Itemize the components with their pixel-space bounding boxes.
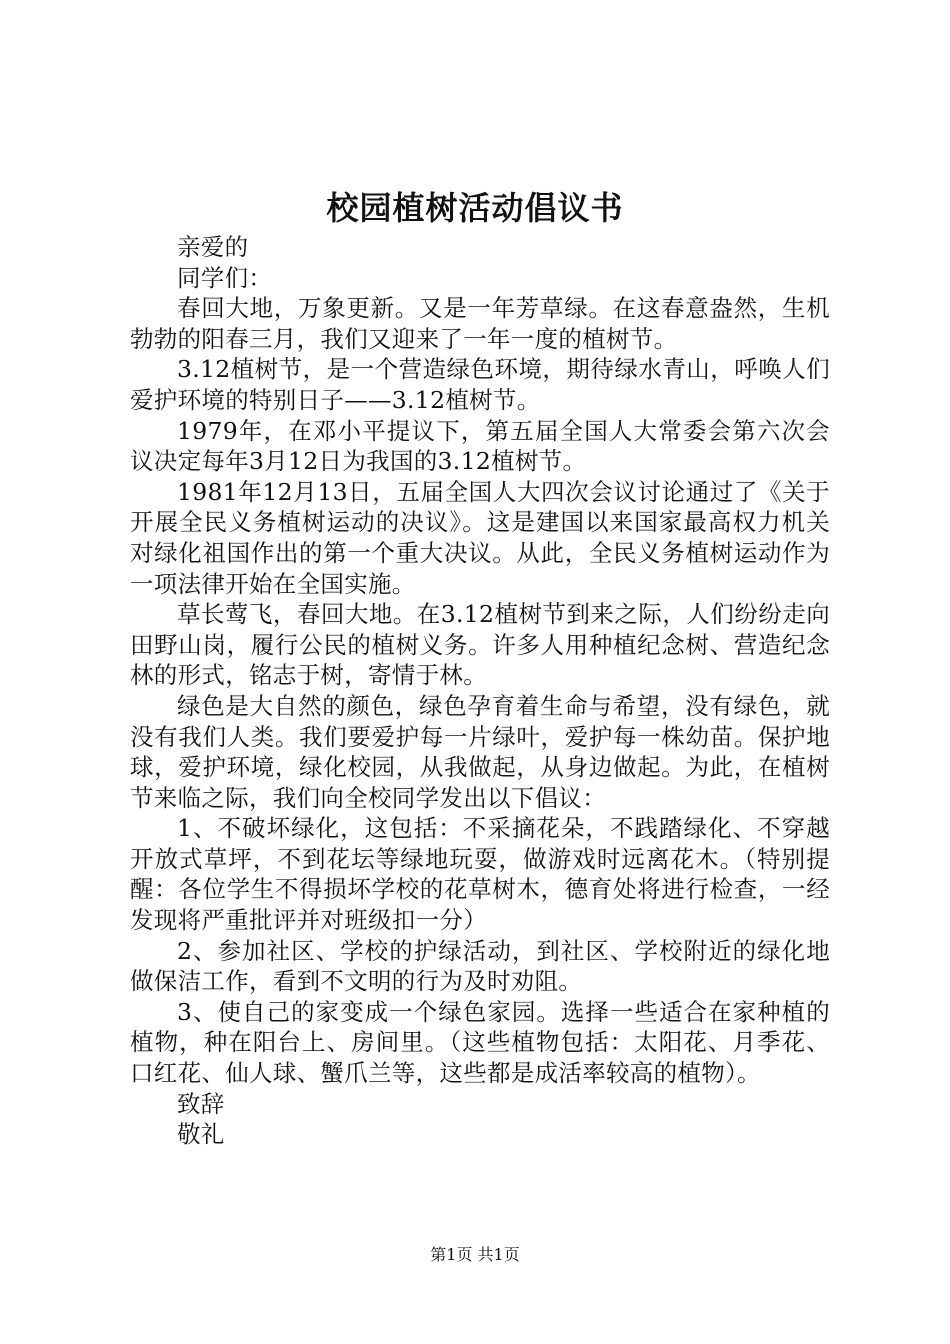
- paragraph: 春回大地，万象更新。又是一年芳草绿。在这春意盎然，生机勃勃的阳春三月，我们又迎来了一年一度的植树节。: [130, 294, 830, 353]
- closing-line: 敬礼: [177, 1120, 225, 1149]
- proposal-item: 1、不破坏绿化，这包括：不采摘花朵，不践踏绿化、不穿越开放式草坪，不到花坛等绿地玩耍，做游戏时远离花木。（特别提醒：各位学生不得损坏学校的花草树木，德育处将进行检查，一经发现将严重批评并对班级扣一分）: [130, 814, 830, 935]
- paragraph: 草长莺飞，春回大地。在3.12植树节到来之际，人们纷纷走向田野山岗，履行公民的植树义务。许多人用种植纪念树、营造纪念林的形式，铭志于树，寄情于林。: [130, 600, 830, 690]
- greeting-line: 同学们：: [177, 263, 273, 292]
- proposal-item: 3、使自己的家变成一个绿色家园。选择一些适合在家种植的植物，种在阳台上、房间里。（这些植物包括：太阳花、月季花、口红花、仙人球、蟹爪兰等，这些都是成活率较高的植物）。: [130, 997, 830, 1088]
- greeting-line: 亲爱的: [177, 233, 249, 261]
- closing-line: 致辞: [177, 1089, 225, 1118]
- proposal-item: 2、参加社区、学校的护绿活动，到社区、学校附近的绿化地做保洁工作，看到不文明的行为及时劝阻。: [130, 936, 830, 996]
- paragraph: 绿色是大自然的颜色，绿色孕育着生命与希望，没有绿色，就没有我们人类。我们要爱护每一片绿叶，爱护每一株幼苗。保护地球，爱护环境，绿化校园，从我做起，从身边做起。为此，在植树节来临之际，我们向全校同学发出以下倡议：: [130, 691, 830, 812]
- paragraph: 3.12植树节，是一个营造绿色环境，期待绿水青山，呼唤人们爱护环境的特别日子——3.12植树节。: [130, 355, 830, 414]
- document-body: [130, 232, 830, 1150]
- paragraph: 1979年，在邓小平提议下，第五届全国人大常委会第六次会议决定每年3月12日为我国的3.12植树节。: [130, 416, 830, 476]
- page-number-footer: 第1页 共1页: [430, 1245, 520, 1264]
- paragraph: 1981年12月13日，五届全国人大四次会议讨论通过了《关于开展全民义务植树运动的决议》。这是建国以来国家最高权力机关对绿化祖国作出的第一个重大决议。从此，全民义务植树运动作为一项法律开始在全国实施。: [130, 477, 830, 598]
- document-title: 校园植树活动倡议书: [326, 189, 624, 227]
